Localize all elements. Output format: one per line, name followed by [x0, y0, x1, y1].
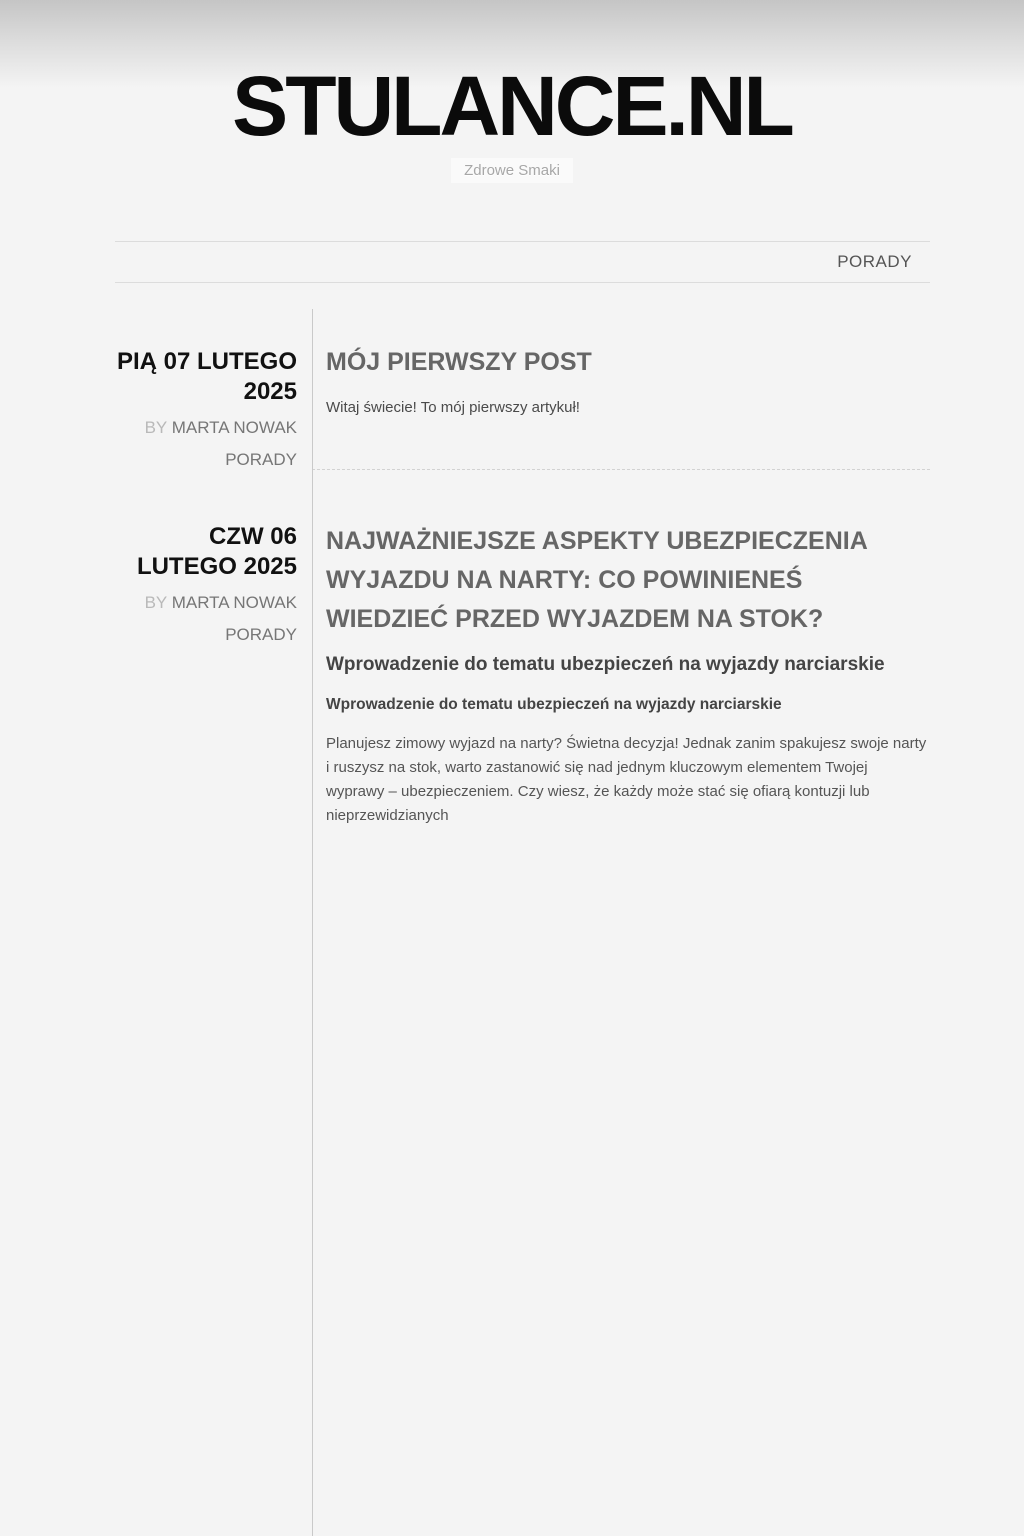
- posts-list: [115, 309, 930, 828]
- nav-item-porady[interactable]: PORADY: [837, 252, 912, 271]
- post-subheading-large: Wprowadzenie do tematu ubezpieczeń na wyjazdy narciarskie: [326, 654, 885, 675]
- category-link[interactable]: PORADY: [225, 625, 297, 644]
- post-paragraph: Planujesz zimowy wyjazd na narty? Świetna decyzja! Jednak zanim spakujesz swoje narty i ruszysz na stok, warto zastanowić się nad jednym kluczowym elementem Twojej wyprawy – ubezpieczeniem. Czy wiesz, że każdy może stać się ofiarą kontuzji lub nieprzewidzianych: [326, 735, 927, 824]
- main-navigation: [115, 241, 930, 283]
- post-byline: [115, 418, 297, 438]
- site-tagline: Zdrowe Smaki: [451, 158, 573, 183]
- post-entry: [312, 470, 930, 828]
- site-title[interactable]: STULANCE.NL: [232, 59, 792, 153]
- post-subheading-small: Wprowadzenie do tematu ubezpieczeń na wyjazdy narciarskie: [326, 696, 782, 713]
- post-category: [115, 450, 297, 470]
- post-byline: [115, 593, 297, 613]
- page-shell: [115, 241, 930, 828]
- post-title-link[interactable]: NAJWAŻNIEJSZE ASPEKTY UBEZPIECZENIA WYJAZDU NA NARTY: CO POWINIENEŚ WIEDZIEĆ PRZED WYJAZDEM NA STOK?: [326, 527, 867, 633]
- category-link[interactable]: PORADY: [225, 450, 297, 469]
- byline-prefix: BY: [144, 593, 167, 612]
- author-link[interactable]: MARTA NOWAK: [171, 593, 297, 612]
- post-date: PIĄ 07 LUTEGO 2025: [116, 348, 297, 405]
- author-link[interactable]: MARTA NOWAK: [171, 418, 297, 437]
- post-item: [115, 470, 930, 828]
- post-category: [115, 625, 297, 645]
- site-header: [0, 0, 1024, 183]
- post-entry: [312, 309, 930, 470]
- post-title-link[interactable]: MÓJ PIERWSZY POST: [326, 348, 592, 376]
- post-item: [115, 309, 930, 470]
- post-meta: [115, 470, 312, 828]
- post-excerpt: Witaj świecie! To mój pierwszy artykuł!: [326, 399, 580, 416]
- byline-prefix: BY: [144, 418, 167, 437]
- tagline-wrap: [0, 158, 1024, 183]
- post-date: CZW 06 LUTEGO 2025: [136, 523, 297, 580]
- post-meta: [115, 309, 312, 470]
